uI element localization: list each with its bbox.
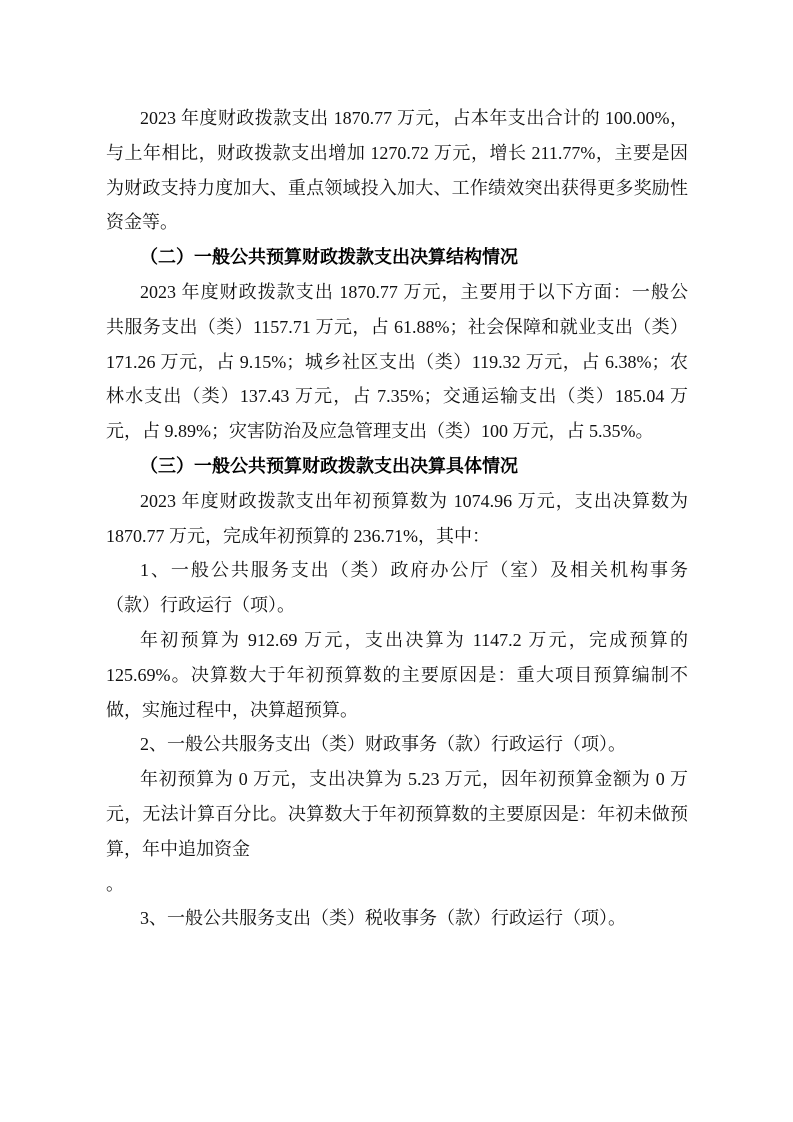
item-2-title	[106, 727, 688, 762]
item-1-title	[106, 553, 688, 623]
paragraph-line: 2、一般公共服务支出（类）财政事务（款）行政运行（项）。	[140, 734, 626, 755]
paragraph-line: 3、一般公共服务支出（类）税收事务（款）行政运行（项）。	[140, 908, 626, 929]
paragraph-line: 2023 年度财政拨款支出年初预算数为 1074.96 万元，支出决算数为	[140, 490, 688, 511]
item-1-body	[106, 623, 688, 727]
paragraph-line: 共服务支出（类）1157.71 万元，占 61.88%；社会保障和就业支出（类）	[106, 316, 688, 337]
paragraph-line: 元，无法计算百分比。决算数大于年初预算数的主要原因是：年初未做预	[106, 803, 688, 824]
paragraph-line: 做，实施过程中，决算超预算。	[106, 699, 358, 720]
section-heading-structure: （二）一般公共预算财政拨款支出决算结构情况	[140, 247, 518, 268]
document-body	[106, 101, 688, 936]
paragraph-line: 125.69%。决算数大于年初预算数的主要原因是：重大项目预算编制不	[106, 664, 688, 685]
paragraph-line: （款）行政运行（项）。	[106, 595, 295, 616]
paragraph-line: 171.26 万元，占 9.15%；城乡社区支出（类）119.32 万元，占 6.38%；农	[106, 351, 688, 372]
paragraph-line: 元，占 9.89%；灾害防治及应急管理支出（类）100 万元，占 5.35%。	[106, 421, 654, 442]
paragraph-line: 。	[106, 873, 124, 894]
specifics-intro-paragraph	[106, 484, 688, 554]
item-2-body	[106, 762, 688, 901]
paragraph-line: 1870.77 万元，完成年初预算的 236.71%，其中：	[106, 525, 490, 546]
paragraph-line: 与上年相比，财政拨款支出增加 1270.72 万元，增长 211.77%，主要是因	[106, 142, 688, 163]
paragraph-line: 林水支出（类）137.43 万元，占 7.35%；交通运输支出（类）185.04 万	[106, 386, 688, 407]
paragraph-line: 资金等。	[106, 212, 178, 233]
paragraph-line: 2023 年度财政拨款支出 1870.77 万元，占本年支出合计的 100.00%，	[140, 108, 688, 128]
paragraph-line: 年初预算为 912.69 万元，支出决算为 1147.2 万元，完成预算的	[140, 629, 688, 650]
paragraph-line: 为财政支持力度加大、重点领域投入加大、工作绩效突出获得更多奖励性	[106, 177, 688, 198]
paragraph-line: 2023 年度财政拨款支出 1870.77 万元，主要用于以下方面：一般公	[140, 281, 688, 302]
paragraph-line: 1、一般公共服务支出（类）政府办公厅（室）及相关机构事务	[140, 560, 688, 581]
spending-overview-paragraph	[106, 101, 688, 240]
item-3-title	[106, 901, 688, 936]
section-heading-specifics: （三）一般公共预算财政拨款支出决算具体情况	[140, 455, 518, 476]
paragraph-line: 算，年中追加资金	[106, 838, 250, 859]
paragraph-line: 年初预算为 0 万元，支出决算为 5.23 万元，因年初预算金额为 0 万	[140, 769, 688, 790]
structure-details-paragraph	[106, 275, 688, 449]
